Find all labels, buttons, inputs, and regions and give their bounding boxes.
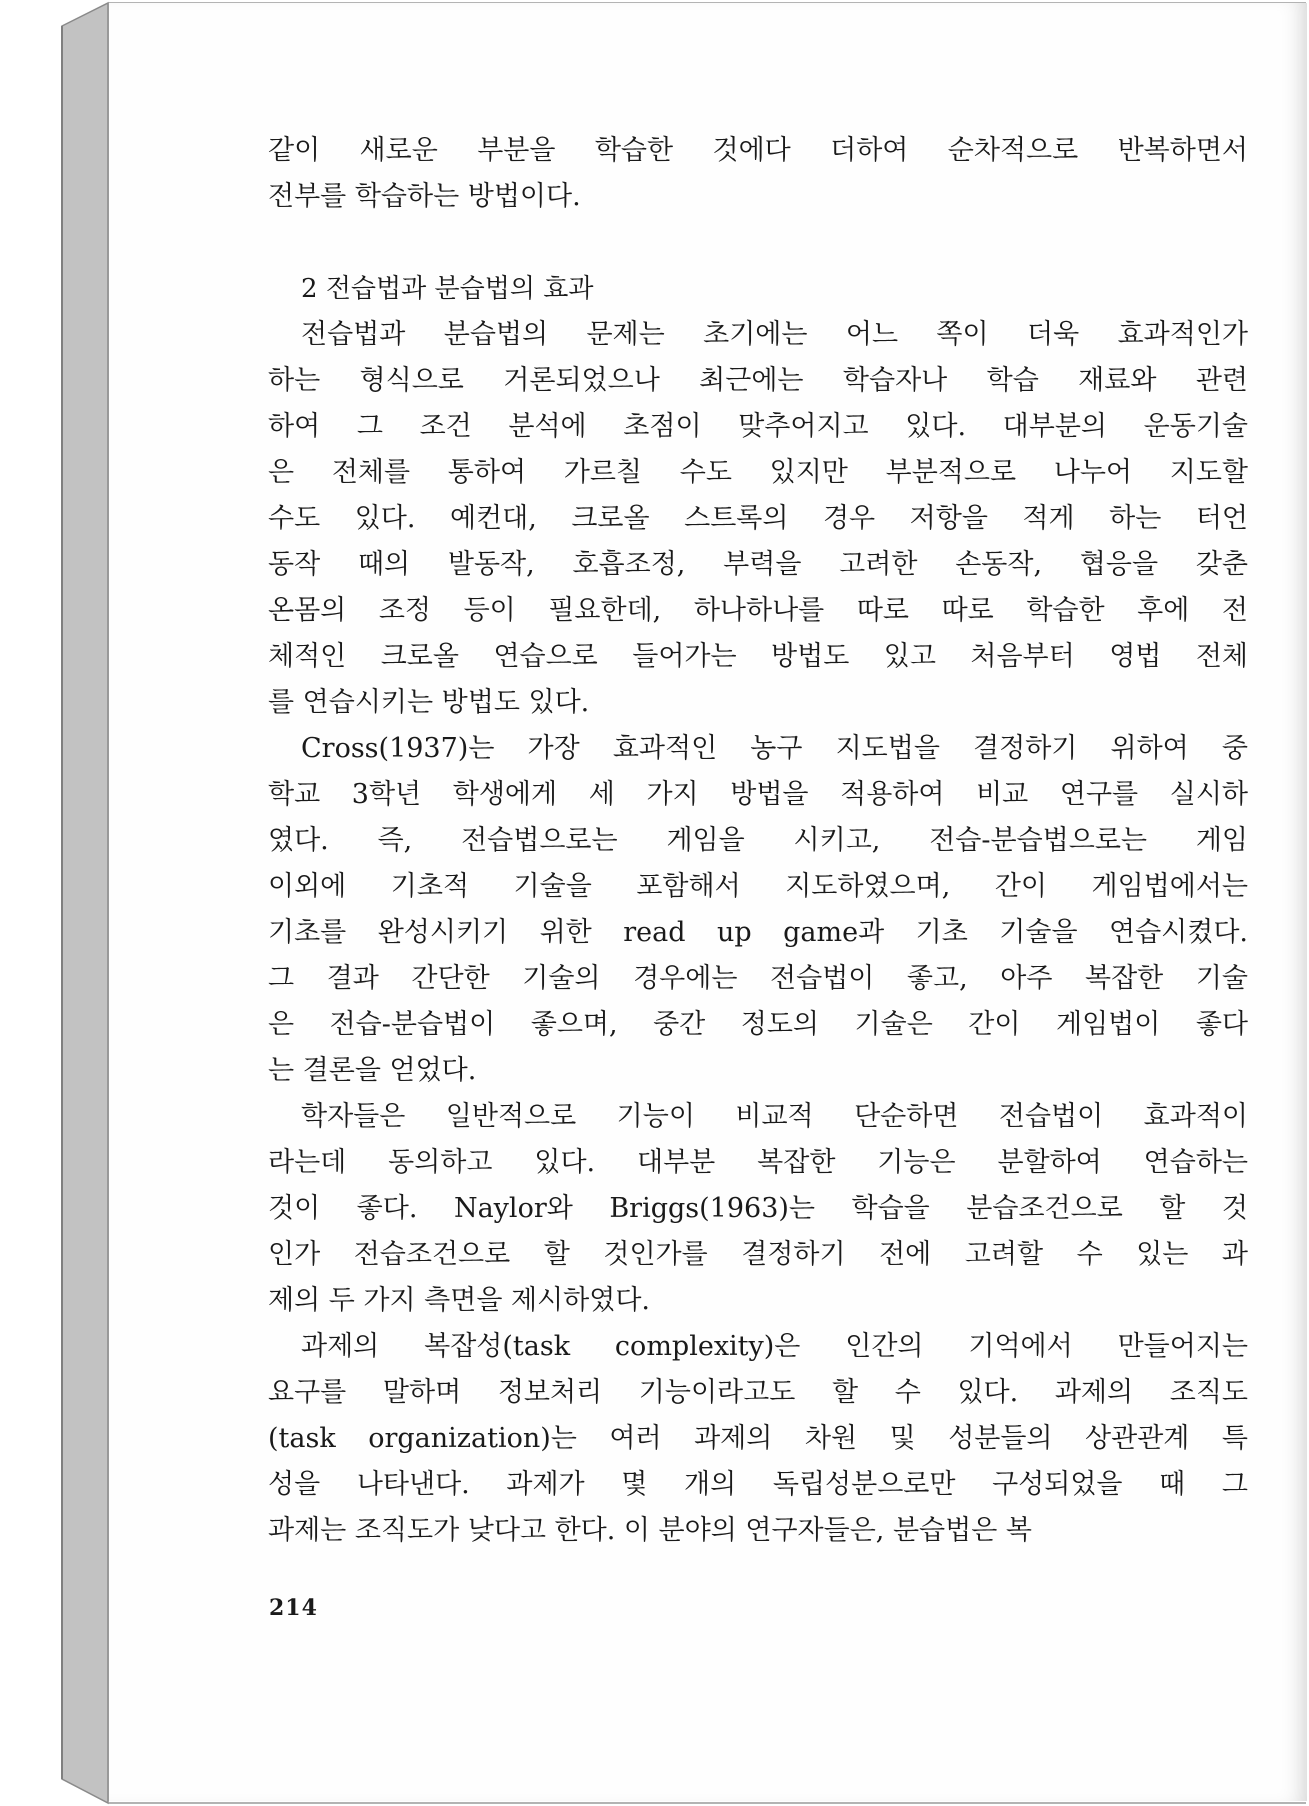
paragraph [268,312,1248,726]
text-line: (task organization)는 여러 과제의 차원 및 성분들의 상관관계 특 [268,1423,1248,1454]
paragraph [268,726,1248,1094]
text-line: 동작 때의 발동작, 호흡조정, 부력을 고려한 손동작, 협응을 갖춘 [268,549,1248,580]
text-line: 과제의 복잡성(task complexity)은 인간의 기억에서 만들어지는 [301,1331,1248,1362]
text-line: 온몸의 조정 등이 필요한데, 하나하나를 따로 따로 학습한 후에 전 [268,595,1248,626]
page-number: 214 [269,1595,318,1621]
body-text [268,128,1248,1554]
text-line: 제의 두 가지 측면을 제시하였다. [268,1285,650,1316]
text-line: Cross(1937)는 가장 효과적인 농구 지도법을 결정하기 위하여 중 [301,733,1248,764]
text-line: 하여 그 조건 분석에 초점이 맞추어지고 있다. 대부분의 운동기술 [268,411,1248,442]
paragraphs [268,312,1248,1554]
text-line: 수도 있다. 예컨대, 크로올 스트록의 경우 저항을 적게 하는 터언 [268,503,1248,534]
section-heading [268,266,1248,312]
section-number: 2 [301,274,318,304]
text-line: 인가 전습조건으로 할 것인가를 결정하기 전에 고려할 수 있는 과 [268,1239,1248,1270]
text-line: 전부를 학습하는 방법이다. [268,181,581,212]
text-line: 는 결론을 얻었다. [268,1055,477,1086]
text-line: 학교 3학년 학생에게 세 가지 방법을 적용하여 비교 연구를 실시하 [268,779,1248,810]
paragraph [268,1094,1248,1324]
text-line: 그 결과 간단한 기술의 경우에는 전습법이 좋고, 아주 복잡한 기술 [268,963,1248,994]
text-line: 전습법과 분습법의 문제는 초기에는 어느 쪽이 더욱 효과적인가 [301,319,1248,350]
text-line: 것이 좋다. Naylor와 Briggs(1963)는 학습을 분습조건으로 할 것 [268,1193,1248,1224]
text-line: 를 연습시키는 방법도 있다. [268,687,590,718]
paragraph [268,1324,1248,1554]
text-line: 과제는 조직도가 낮다고 한다. 이 분야의 연구자들은, 분습법은 복 [268,1515,1032,1546]
text-line: 은 전체를 통하여 가르칠 수도 있지만 부분적으로 나누어 지도할 [268,457,1248,488]
text-line: 요구를 말하며 정보처리 기능이라고도 할 수 있다. 과제의 조직도 [268,1377,1248,1408]
text-line: 였다. 즉, 전습법으로는 게임을 시키고, 전습-분습법으로는 게임 [268,825,1248,856]
book-page [108,3,1307,1801]
text-line: 은 전습-분습법이 좋으며, 중간 정도의 기술은 간이 게임법이 좋다 [268,1009,1248,1040]
text-line: 학자들은 일반적으로 기능이 비교적 단순하면 전습법이 효과적이 [301,1101,1248,1132]
text-line: 하는 형식으로 거론되었으나 최근에는 학습자나 학습 재료와 관련 [268,365,1248,396]
text-line: 체적인 크로올 연습으로 들어가는 방법도 있고 처음부터 영법 전체 [268,641,1248,672]
section-title: 전습법과 분습법의 효과 [325,274,594,304]
text-line: 성을 나타낸다. 과제가 몇 개의 독립성분으로만 구성되었을 때 그 [268,1469,1248,1500]
text-line: 기초를 완성시키기 위한 read up game과 기초 기술을 연습시켰다. [268,917,1248,948]
text-line: 라는데 동의하고 있다. 대부분 복잡한 기능은 분할하여 연습하는 [268,1147,1248,1178]
text-line: 이외에 기초적 기술을 포함해서 지도하였으며, 간이 게임법에서는 [268,871,1248,902]
text-line: 같이 새로운 부분을 학습한 것에다 더하여 순차적으로 반복하면서 [268,135,1248,166]
